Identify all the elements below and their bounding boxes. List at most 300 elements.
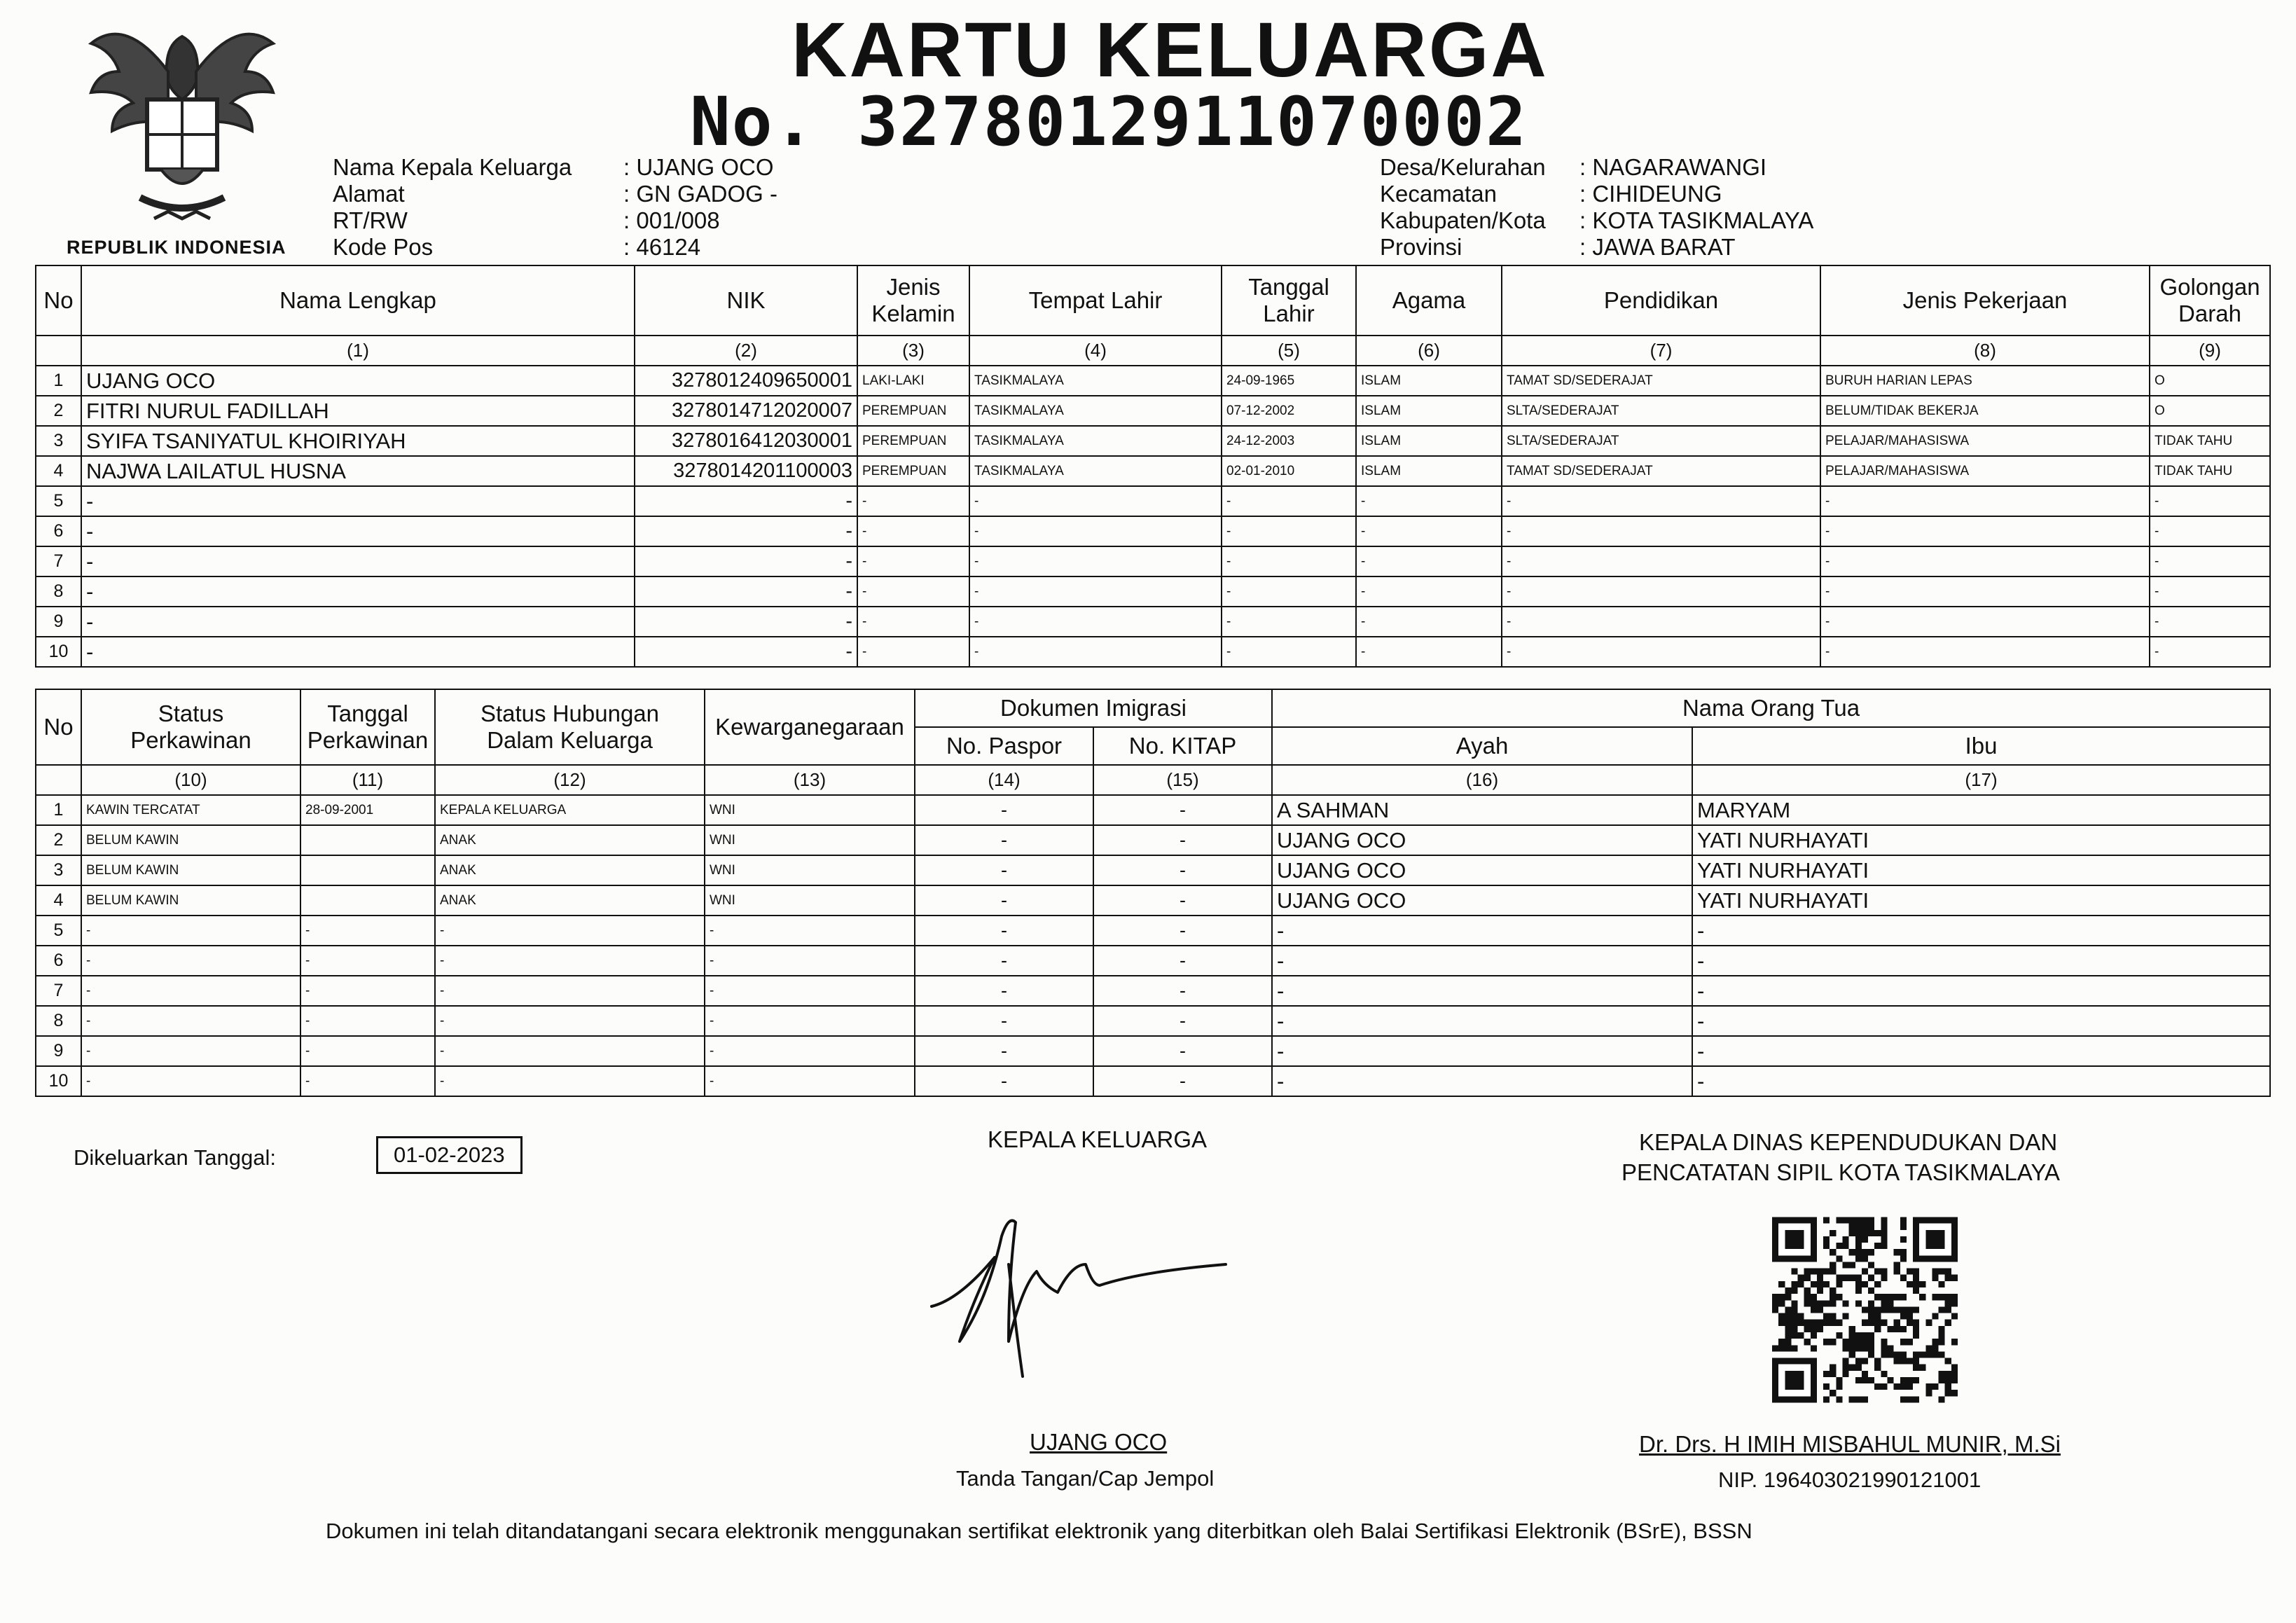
col-header-nik: NIK (635, 265, 857, 336)
cell-ayah: - (1272, 1036, 1692, 1066)
cell-tempat: TASIKMALAYA (969, 366, 1222, 396)
info-row (1380, 234, 1813, 261)
cell-wn: - (705, 1066, 915, 1096)
header-line: Perkawinan (307, 727, 429, 753)
info-value: : GN GADOG - (623, 181, 778, 207)
footer-note: Dokumen ini telah ditandatangani secara elektronik menggunakan sertifikat elektronik yang diterbitkan oleh Balai Sertifikasi Elektronik (BSrE), BSSN (326, 1519, 1752, 1543)
cell-nama: - (81, 607, 635, 637)
cell-hubungan: - (435, 1006, 705, 1036)
cell-pekerjaan: BELUM/TIDAK BEKERJA (1820, 396, 2150, 426)
cell-ayah: UJANG OCO (1272, 855, 1692, 885)
cell-darah: - (2150, 607, 2270, 637)
cell-pendidikan: SLTA/SEDERAJAT (1502, 396, 1820, 426)
cell-ibu: YATI NURHAYATI (1692, 855, 2270, 885)
cell-darah: O (2150, 366, 2270, 396)
cell-wn: - (705, 946, 915, 976)
info-value: : 001/008 (623, 207, 720, 233)
header-line: Tanggal (327, 700, 408, 726)
cell-nik: 3278012409650001 (635, 366, 857, 396)
cell-ibu: - (1692, 1036, 2270, 1066)
cell-ibu: - (1692, 1006, 2270, 1036)
cell-no: 9 (36, 607, 81, 637)
cell-ibu: - (1692, 946, 2270, 976)
cell-ibu: - (1692, 976, 2270, 1006)
cell-darah: - (2150, 516, 2270, 546)
cell-hubungan: - (435, 976, 705, 1006)
cell-ibu: YATI NURHAYATI (1692, 825, 2270, 855)
cell-kitap: - (1093, 885, 1272, 916)
cell-no: 4 (36, 885, 81, 916)
info-row (333, 207, 777, 234)
official-nip: NIP. 196403021990121001 (1718, 1467, 1982, 1492)
info-label: Kode Pos (333, 234, 434, 260)
cell-agama: - (1356, 486, 1502, 516)
garuda-emblem-icon (63, 8, 301, 240)
issued-label: Dikeluarkan Tanggal: (74, 1145, 276, 1170)
table-row (36, 1036, 2270, 1066)
official-name: Dr. Drs. H IMIH MISBAHUL MUNIR, M.Si (1639, 1431, 2061, 1457)
cell-pendidikan: - (1502, 486, 1820, 516)
cell-pendidikan: TAMAT SD/SEDERAJAT (1502, 456, 1820, 486)
header-line: Darah (2178, 301, 2241, 326)
cell-wn: WNI (705, 795, 915, 825)
table-row (36, 885, 2270, 916)
cell-tgl_kawin: - (300, 1066, 435, 1096)
cell-agama: - (1356, 637, 1502, 667)
cell-tgl_kawin (300, 825, 435, 855)
cell-no: 2 (36, 825, 81, 855)
info-label: Kabupaten/Kota (1380, 207, 1546, 233)
table-row (36, 916, 2270, 946)
cell-paspor: - (915, 1036, 1093, 1066)
cell-hubungan: KEPALA KELUARGA (435, 795, 705, 825)
cell-tgl: 24-12-2003 (1222, 426, 1356, 456)
cell-tempat: TASIKMALAYA (969, 426, 1222, 456)
info-label: Provinsi (1380, 234, 1462, 260)
cell-pendidikan: - (1502, 607, 1820, 637)
col-number-cell: (4) (969, 336, 1222, 366)
cell-wn: - (705, 1036, 915, 1066)
cell-no: 2 (36, 396, 81, 426)
col-number-cell (36, 765, 81, 795)
cell-nik: - (635, 637, 857, 667)
cell-hubungan: ANAK (435, 825, 705, 855)
table-row (36, 546, 2270, 576)
signature-label: Tanda Tangan/Cap Jempol (956, 1466, 1215, 1491)
info-label: RT/RW (333, 207, 408, 233)
cell-jk: PEREMPUAN (857, 426, 969, 456)
cell-no: 6 (36, 516, 81, 546)
info-row (333, 181, 777, 207)
cell-hubungan: - (435, 916, 705, 946)
col-header-tanggal-lahir (1222, 265, 1356, 336)
cell-kitap: - (1093, 1006, 1272, 1036)
issued-date: 01-02-2023 (376, 1136, 523, 1174)
table-row (36, 795, 2270, 825)
cell-ayah: - (1272, 976, 1692, 1006)
cell-no: 5 (36, 916, 81, 946)
cell-no: 1 (36, 366, 81, 396)
cell-tempat: - (969, 516, 1222, 546)
cell-jk: PEREMPUAN (857, 456, 969, 486)
cell-tempat: - (969, 607, 1222, 637)
table-row (36, 366, 2270, 396)
col-header-no-paspor: No. Paspor (915, 727, 1093, 765)
cell-pekerjaan: - (1820, 637, 2150, 667)
cell-hubungan: - (435, 946, 705, 976)
cell-tempat: TASIKMALAYA (969, 456, 1222, 486)
info-value: : UJANG OCO (623, 154, 774, 180)
cell-agama: - (1356, 516, 1502, 546)
cell-no: 1 (36, 795, 81, 825)
signature-icon (925, 1208, 1261, 1390)
cell-hubungan: - (435, 1066, 705, 1096)
cell-tgl: - (1222, 486, 1356, 516)
info-value: : JAWA BARAT (1579, 234, 1736, 260)
col-header-hubungan (435, 689, 705, 765)
col-header-pendidikan: Pendidikan (1502, 265, 1820, 336)
cell-agama: ISLAM (1356, 366, 1502, 396)
table-row (36, 946, 2270, 976)
cell-paspor: - (915, 855, 1093, 885)
cell-nik: - (635, 486, 857, 516)
info-label: Desa/Kelurahan (1380, 154, 1546, 180)
col-header-kewarganegaraan: Kewarganegaraan (705, 689, 915, 765)
cell-tgl: 07-12-2002 (1222, 396, 1356, 426)
cell-tgl: - (1222, 546, 1356, 576)
col-number-cell: (7) (1502, 336, 1820, 366)
cell-no: 5 (36, 486, 81, 516)
table-row (36, 576, 2270, 607)
cell-ayah: A SAHMAN (1272, 795, 1692, 825)
cell-agama: - (1356, 546, 1502, 576)
info-value: : NAGARAWANGI (1579, 154, 1767, 180)
cell-agama: ISLAM (1356, 426, 1502, 456)
cell-tgl_kawin: - (300, 1006, 435, 1036)
cell-pekerjaan: PELAJAR/MAHASISWA (1820, 456, 2150, 486)
cell-wn: - (705, 1006, 915, 1036)
head-of-family-title: KEPALA KELUARGA (988, 1126, 1208, 1152)
info-value: : CIHIDEUNG (1579, 181, 1722, 207)
col-number-cell: (2) (635, 336, 857, 366)
cell-kitap: - (1093, 855, 1272, 885)
cell-nik: 3278014712020007 (635, 396, 857, 426)
info-label: Alamat (333, 181, 405, 207)
cell-paspor: - (915, 1006, 1093, 1036)
cell-wn: WNI (705, 825, 915, 855)
col-header-golongan-darah (2150, 265, 2270, 336)
cell-no: 8 (36, 1006, 81, 1036)
cell-hubungan: ANAK (435, 855, 705, 885)
cell-tempat: - (969, 486, 1222, 516)
cell-darah: - (2150, 546, 2270, 576)
cell-tgl: - (1222, 576, 1356, 607)
cell-wn: WNI (705, 855, 915, 885)
col-number-cell: (17) (1692, 765, 2270, 795)
cell-tgl: 24-09-1965 (1222, 366, 1356, 396)
col-header-jenis-pekerjaan: Jenis Pekerjaan (1820, 265, 2150, 336)
cell-kitap: - (1093, 1036, 1272, 1066)
col-number-cell: (12) (435, 765, 705, 795)
cell-darah: - (2150, 486, 2270, 516)
cell-jk: - (857, 516, 969, 546)
official-title-line1: KEPALA DINAS KEPENDUDUKAN DAN (1639, 1129, 2058, 1155)
col-number-cell: (1) (81, 336, 635, 366)
cell-paspor: - (915, 976, 1093, 1006)
cell-nama: - (81, 576, 635, 607)
info-row (333, 234, 777, 261)
cell-status: - (81, 1036, 300, 1066)
cell-wn: - (705, 976, 915, 1006)
table-row (36, 637, 2270, 667)
cell-paspor: - (915, 885, 1093, 916)
cell-jk: - (857, 607, 969, 637)
col-number-cell: (6) (1356, 336, 1502, 366)
cell-pekerjaan: - (1820, 607, 2150, 637)
cell-no: 4 (36, 456, 81, 486)
table-row (36, 456, 2270, 486)
cell-pendidikan: - (1502, 516, 1820, 546)
col-header-agama: Agama (1356, 265, 1502, 336)
col-header-dokumen-imigrasi: Dokumen Imigrasi (915, 689, 1272, 727)
cell-hubungan: - (435, 1036, 705, 1066)
cell-pendidikan: - (1502, 637, 1820, 667)
family-info-left (333, 154, 777, 261)
cell-paspor: - (915, 946, 1093, 976)
col-number-cell: (13) (705, 765, 915, 795)
cell-no: 3 (36, 426, 81, 456)
cell-nik: - (635, 516, 857, 546)
cell-darah: TIDAK TAHU (2150, 456, 2270, 486)
table-row (36, 825, 2270, 855)
cell-tempat: - (969, 637, 1222, 667)
cell-nama: - (81, 516, 635, 546)
table-row (36, 516, 2270, 546)
cell-wn: WNI (705, 885, 915, 916)
cell-ibu: - (1692, 1066, 2270, 1096)
col-number-cell: (9) (2150, 336, 2270, 366)
col-header-no-kitap: No. KITAP (1093, 727, 1272, 765)
col-header-tanggal-perkawinan (300, 689, 435, 765)
cell-kitap: - (1093, 916, 1272, 946)
cell-tgl_kawin: - (300, 916, 435, 946)
cell-tgl: - (1222, 516, 1356, 546)
header-line: Status Hubungan (480, 700, 660, 726)
cell-tgl_kawin: - (300, 946, 435, 976)
cell-status: BELUM KAWIN (81, 855, 300, 885)
table-row (36, 396, 2270, 426)
document-number: No. 3278012911070002 (690, 83, 1528, 161)
cell-nik: - (635, 546, 857, 576)
cell-kitap: - (1093, 795, 1272, 825)
cell-paspor: - (915, 916, 1093, 946)
cell-jk: LAKI-LAKI (857, 366, 969, 396)
table-row (36, 426, 2270, 456)
cell-hubungan: ANAK (435, 885, 705, 916)
cell-paspor: - (915, 1066, 1093, 1096)
info-row (1380, 181, 1813, 207)
cell-ayah: - (1272, 1066, 1692, 1096)
cell-status: - (81, 946, 300, 976)
cell-agama: - (1356, 607, 1502, 637)
cell-kitap: - (1093, 946, 1272, 976)
cell-jk: - (857, 546, 969, 576)
cell-no: 6 (36, 946, 81, 976)
info-row (333, 154, 777, 181)
col-number-cell: (3) (857, 336, 969, 366)
cell-no: 7 (36, 546, 81, 576)
col-number-cell (36, 336, 81, 366)
cell-darah: TIDAK TAHU (2150, 426, 2270, 456)
info-label: Kecamatan (1380, 181, 1497, 207)
col-number-cell: (10) (81, 765, 300, 795)
cell-nama: - (81, 546, 635, 576)
cell-agama: - (1356, 576, 1502, 607)
qr-code-icon (1772, 1215, 1958, 1404)
cell-pendidikan: - (1502, 576, 1820, 607)
cell-darah: - (2150, 576, 2270, 607)
cell-status: - (81, 1006, 300, 1036)
cell-nama: - (81, 486, 635, 516)
cell-nik: - (635, 576, 857, 607)
cell-status: BELUM KAWIN (81, 825, 300, 855)
cell-nik: - (635, 607, 857, 637)
info-row (1380, 207, 1813, 234)
cell-paspor: - (915, 795, 1093, 825)
col-number-cell: (5) (1222, 336, 1356, 366)
cell-no: 8 (36, 576, 81, 607)
cell-jk: - (857, 576, 969, 607)
document-title: KARTU KELUARGA (791, 7, 1549, 93)
cell-agama: ISLAM (1356, 396, 1502, 426)
col-header-ibu: Ibu (1692, 727, 2270, 765)
cell-tempat: - (969, 546, 1222, 576)
header-line: Dalam Keluarga (487, 727, 653, 753)
cell-paspor: - (915, 825, 1093, 855)
col-header-tempat-lahir: Tempat Lahir (969, 265, 1222, 336)
cell-no: 7 (36, 976, 81, 1006)
cell-no: 10 (36, 1066, 81, 1096)
col-header-jenis-kelamin (857, 265, 969, 336)
cell-pekerjaan: BURUH HARIAN LEPAS (1820, 366, 2150, 396)
info-label: Nama Kepala Keluarga (333, 154, 572, 180)
cell-tgl_kawin: - (300, 976, 435, 1006)
cell-tgl: - (1222, 637, 1356, 667)
cell-pekerjaan: PELAJAR/MAHASISWA (1820, 426, 2150, 456)
info-row (1380, 154, 1813, 181)
cell-ayah: UJANG OCO (1272, 825, 1692, 855)
col-number-cell: (8) (1820, 336, 2150, 366)
col-number-cell: (14) (915, 765, 1093, 795)
cell-jk: PEREMPUAN (857, 396, 969, 426)
cell-tgl: 02-01-2010 (1222, 456, 1356, 486)
info-value: : KOTA TASIKMALAYA (1579, 207, 1814, 233)
cell-no: 9 (36, 1036, 81, 1066)
cell-ayah: - (1272, 1006, 1692, 1036)
table-row (36, 855, 2270, 885)
header-line: Jenis (886, 274, 941, 300)
cell-tgl: - (1222, 607, 1356, 637)
cell-tgl_kawin (300, 855, 435, 885)
cell-nik: 3278014201100003 (635, 456, 857, 486)
cell-status: - (81, 976, 300, 1006)
col-header-nama-orang-tua: Nama Orang Tua (1272, 689, 2270, 727)
official-title-line2: PENCATATAN SIPIL KOTA TASIKMALAYA (1621, 1159, 2060, 1185)
cell-nama: NAJWA LAILATUL HUSNA (81, 456, 635, 486)
cell-tgl_kawin: 28-09-2001 (300, 795, 435, 825)
table-row (36, 1006, 2270, 1036)
cell-wn: - (705, 916, 915, 946)
cell-pekerjaan: - (1820, 486, 2150, 516)
members-table (35, 265, 2271, 668)
header-line: Perkawinan (130, 727, 251, 753)
cell-ibu: - (1692, 916, 2270, 946)
header-line: Lahir (1263, 301, 1315, 326)
info-value: : 46124 (623, 234, 701, 260)
civil-status-table (35, 689, 2271, 1097)
cell-ibu: YATI NURHAYATI (1692, 885, 2270, 916)
cell-no: 10 (36, 637, 81, 667)
family-info-right (1380, 154, 1813, 261)
cell-ayah: UJANG OCO (1272, 885, 1692, 916)
cell-pendidikan: - (1502, 546, 1820, 576)
cell-status: - (81, 916, 300, 946)
cell-jk: - (857, 637, 969, 667)
cell-pekerjaan: - (1820, 576, 2150, 607)
cell-tgl_kawin (300, 885, 435, 916)
cell-ibu: MARYAM (1692, 795, 2270, 825)
cell-ayah: - (1272, 946, 1692, 976)
col-header-no: No (36, 689, 81, 765)
cell-nama: SYIFA TSANIYATUL KHOIRIYAH (81, 426, 635, 456)
table-row (36, 607, 2270, 637)
cell-kitap: - (1093, 976, 1272, 1006)
header-line: Kelamin (871, 301, 955, 326)
header-line: Status (158, 700, 224, 726)
cell-tgl_kawin: - (300, 1036, 435, 1066)
cell-ayah: - (1272, 916, 1692, 946)
cell-nama: FITRI NURUL FADILLAH (81, 396, 635, 426)
cell-status: - (81, 1066, 300, 1096)
cell-kitap: - (1093, 825, 1272, 855)
table-row (36, 1066, 2270, 1096)
col-number-cell: (11) (300, 765, 435, 795)
cell-nama: UJANG OCO (81, 366, 635, 396)
header-line: Golongan (2159, 274, 2260, 300)
cell-pekerjaan: - (1820, 516, 2150, 546)
col-header-ayah: Ayah (1272, 727, 1692, 765)
cell-nama: - (81, 637, 635, 667)
col-number-cell: (16) (1272, 765, 1692, 795)
cell-darah: O (2150, 396, 2270, 426)
cell-pekerjaan: - (1820, 546, 2150, 576)
col-header-nama-lengkap: Nama Lengkap (81, 265, 635, 336)
cell-tempat: TASIKMALAYA (969, 396, 1222, 426)
cell-nik: 3278016412030001 (635, 426, 857, 456)
col-number-cell: (15) (1093, 765, 1272, 795)
cell-status: KAWIN TERCATAT (81, 795, 300, 825)
cell-agama: ISLAM (1356, 456, 1502, 486)
country-caption: REPUBLIK INDONESIA (67, 237, 286, 258)
head-of-family-name: UJANG OCO (1030, 1429, 1168, 1455)
cell-no: 3 (36, 855, 81, 885)
table-row (36, 486, 2270, 516)
cell-jk: - (857, 486, 969, 516)
header-line: Tanggal (1248, 274, 1329, 300)
table-row (36, 976, 2270, 1006)
cell-pendidikan: SLTA/SEDERAJAT (1502, 426, 1820, 456)
cell-kitap: - (1093, 1066, 1272, 1096)
